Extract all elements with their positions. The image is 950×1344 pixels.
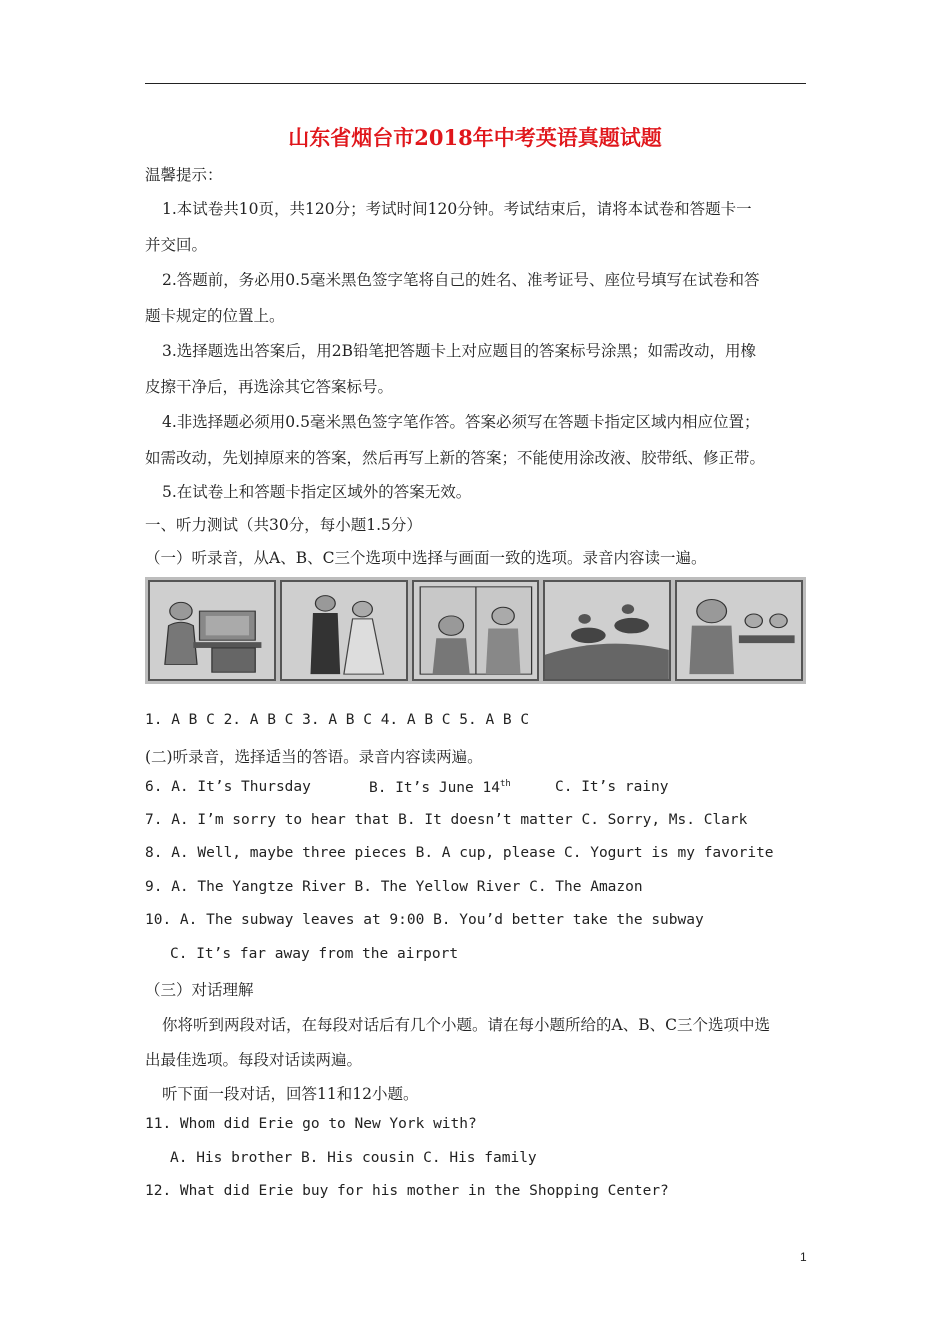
question-12: 12. What did Erie buy for his mother in the Shopping Center? <box>145 1183 669 1199</box>
top-rule <box>145 83 806 84</box>
tips-heading: 温馨提示： <box>145 166 223 184</box>
tip-1-cont: 并交回。 <box>145 236 208 254</box>
picture-answer-options: 1. A B C 2. A B C 3. A B C 4. A B C 5. A B C <box>145 712 530 728</box>
couple-picture <box>280 580 408 681</box>
question-11: 11. Whom did Erie go to New York with? <box>145 1116 477 1132</box>
part-three-description: 你将听到两段对话，在每段对话后有几个小题。请在每小题所给的A、B、C三个选项中选 <box>162 1016 770 1034</box>
tip-3: 3.选择题选出答案后，用2B铅笔把答题卡上对应题目的答案标号涂黑；如需改动，用橡 <box>162 342 757 360</box>
section-listening: 一、听力测试（共30分，每小题1.5分） <box>145 516 422 534</box>
tip-3-cont: 皮擦干净后，再选涂其它答案标号。 <box>145 378 394 396</box>
question-6-c: C. It’s rainy <box>555 779 669 795</box>
part-three-description-cont: 出最佳选项。每段对话读两遍。 <box>145 1051 363 1069</box>
horse-riding-picture <box>543 580 671 681</box>
tip-2: 2.答题前，务必用0.5毫米黑色签字笔将自己的姓名、准考证号、座位号填写在试卷和答 <box>162 271 760 289</box>
tip-4-cont: 如需改动，先划掉原来的答案，然后再写上新的答案；不能使用涂改液、胶带纸、修正带。 <box>145 449 766 467</box>
tip-2-cont: 题卡规定的位置上。 <box>145 307 285 325</box>
part-one-instructions: （一）听录音，从A、B、C三个选项中选择与画面一致的选项。录音内容读一遍。 <box>145 549 707 567</box>
page-title: 山东省烟台市2018年中考英语真题试题 <box>288 125 662 150</box>
question-9: 9. A. The Yangtze River B. The Yellow River C. The Amazon <box>145 879 643 895</box>
question-11-options: A. His brother B. His cousin C. His family <box>170 1150 537 1166</box>
dining-picture <box>675 580 803 681</box>
question-7: 7. A. I’m sorry to hear that B. It doesn’t matter C. Sorry, Ms. Clark <box>145 812 748 828</box>
page-number: 1 <box>800 1250 807 1264</box>
tip-5: 5.在试卷上和答题卡指定区域外的答案无效。 <box>162 483 472 501</box>
question-10-option-c: C. It’s far away from the airport <box>170 946 459 962</box>
question-6-b: B. It’s June 14th <box>369 779 511 796</box>
part-two-instructions: (二)听录音，选择适当的答语。录音内容读两遍。 <box>145 748 483 766</box>
tip-1: 1.本试卷共10页，共120分；考试时间120分钟。考试结束后，请将本试卷和答题卡一 <box>162 200 752 218</box>
question-6-a: 6. A. It’s Thursday <box>145 779 311 795</box>
part-three-heading: （三）对话理解 <box>145 981 254 999</box>
listening-pictures <box>145 577 806 684</box>
question-10: 10. A. The subway leaves at 9:00 B. You’d better take the subway <box>145 912 704 928</box>
window-cleaning-picture <box>412 580 540 681</box>
dialogue-note: 听下面一段对话，回答11和12小题。 <box>162 1085 419 1103</box>
tip-4: 4.非选择题必须用0.5毫米黑色签字笔作答。答案必须写在答题卡指定区域内相应位置； <box>162 413 760 431</box>
question-8: 8. A. Well, maybe three pieces B. A cup, please C. Yogurt is my favorite <box>145 845 774 861</box>
computer-desk-picture <box>148 580 276 681</box>
